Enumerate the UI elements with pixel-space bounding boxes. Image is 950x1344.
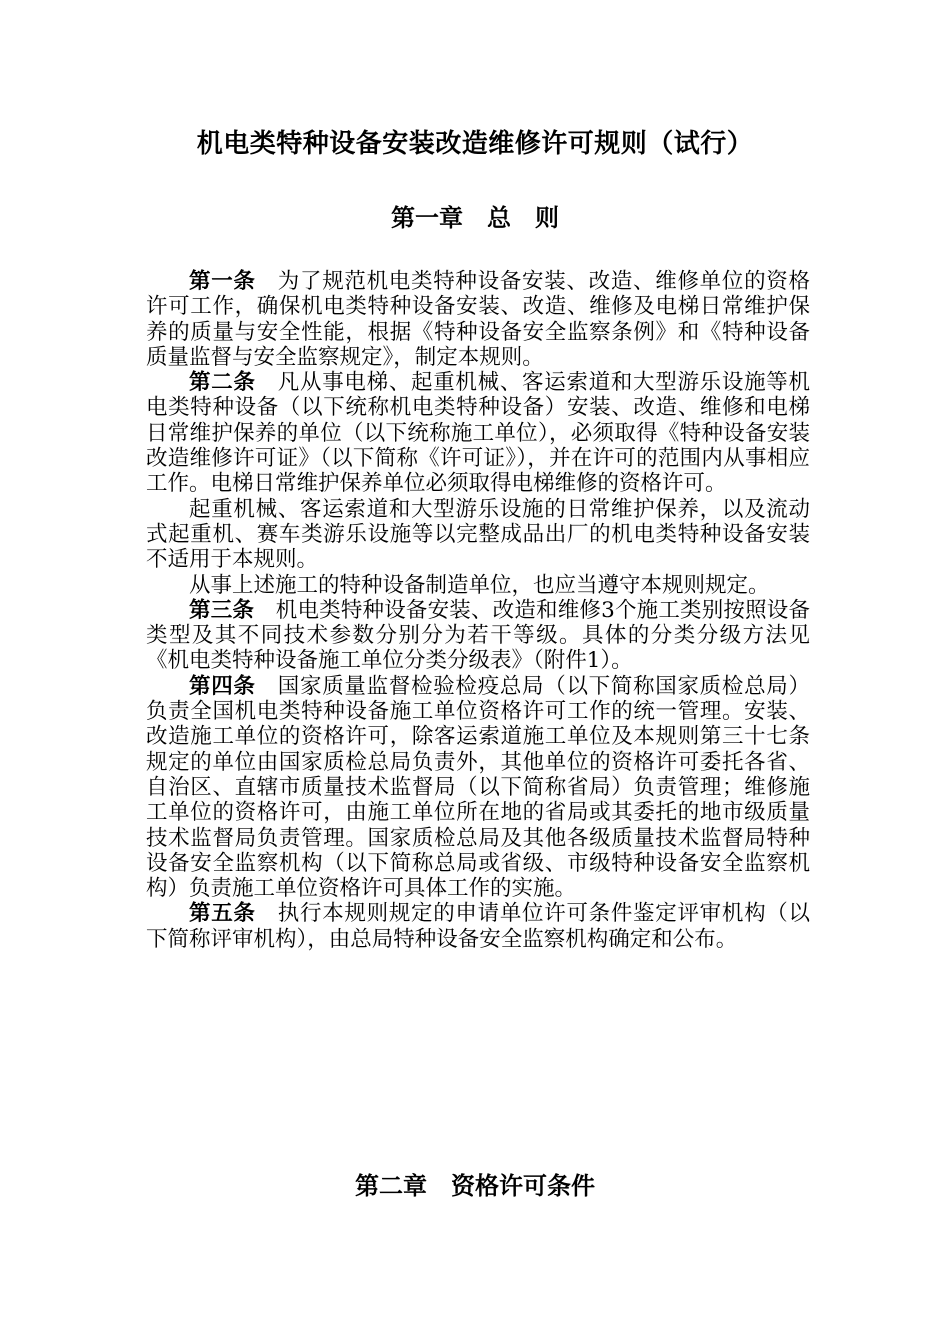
article-1-text: 为了规范机电类特种设备安装、改造、维修单位的资格许可工作，确保机电类特种设备安装、改造、维修及电梯日常维护保养的质量与安全性能，根据《特种设备安全监察条例》和《特种设备质量监督与安全监察规定》，制定本规则。 xyxy=(146,269,810,370)
chapter-2-heading: 第二章 资格许可条件 xyxy=(355,1171,595,1200)
article-5-label: 第五条 xyxy=(189,901,256,927)
article-2-paragraph-2 xyxy=(146,497,810,573)
article-4-text: 国家质量监督检验检疫总局（以下简称国家质检总局）负责全国机电类特种设备施工单位资格许可工作的统一管理。安装、改造施工单位的资格许可，除客运索道施工单位及本规则第三十七条规定的单位由国家质检总局负责外，其他单位的资格许可委托各省、自治区、直辖市质量技术监督局（以下简称省局）负责管理；维修施工单位的资格许可，由施工单位所在地的省局或其委托的地市级质量技术监督局负责管理。国家质检总局及其他各级质量技术监督局特种设备安全监察机构（以下简称总局或省级、市级特种设备安全监察机构）负责施工单位资格许可具体工作的实施。 xyxy=(146,673,810,902)
article-5-text: 执行本规则规定的申请单位许可条件鉴定评审机构（以下简称评审机构），由总局特种设备安全监察机构确定和公布。 xyxy=(146,901,810,952)
article-3-text: 机电类特种设备安装、改造和维修3个施工类别按照设备类型及其不同技术参数分别分为若干等级。具体的分类分级方法见《机电类特种设备施工单位分类分级表》（附件1）。 xyxy=(146,597,810,674)
article-4 xyxy=(146,674,810,902)
article-2-paragraph-3-text: 从事上述施工的特种设备制造单位，也应当遵守本规则规定。 xyxy=(189,572,770,598)
chapter-1-heading: 第一章 总 则 xyxy=(391,203,559,232)
article-2-text: 凡从事电梯、起重机械、客运索道和大型游乐设施等机电类特种设备（以下统称机电类特种设备）安装、改造、维修和电梯日常维护保养的单位（以下统称施工单位），必须取得《特种设备安装改造维修许可证》（以下简称《许可证》），并在许可的范围内从事相应工作。电梯日常维护保养单位必须取得电梯维修的资格许可。 xyxy=(146,370,810,497)
article-3-label: 第三条 xyxy=(189,597,255,623)
document-title: 机电类特种设备安装改造维修许可规则（试行） xyxy=(196,129,754,159)
article-2 xyxy=(146,370,810,496)
article-1-label: 第一条 xyxy=(189,269,256,294)
article-1 xyxy=(146,269,810,370)
article-2-paragraph-3 xyxy=(146,573,810,598)
article-4-label: 第四条 xyxy=(189,673,256,699)
chapter-1-body xyxy=(146,269,810,952)
article-3 xyxy=(146,598,810,674)
article-2-paragraph-2-text: 起重机械、客运索道和大型游乐设施的日常维护保养，以及流动式起重机、赛车类游乐设施等以完整成品出厂的机电类特种设备安装不适用于本规则。 xyxy=(146,496,810,573)
article-5 xyxy=(146,901,810,952)
article-2-label: 第二条 xyxy=(189,370,256,396)
